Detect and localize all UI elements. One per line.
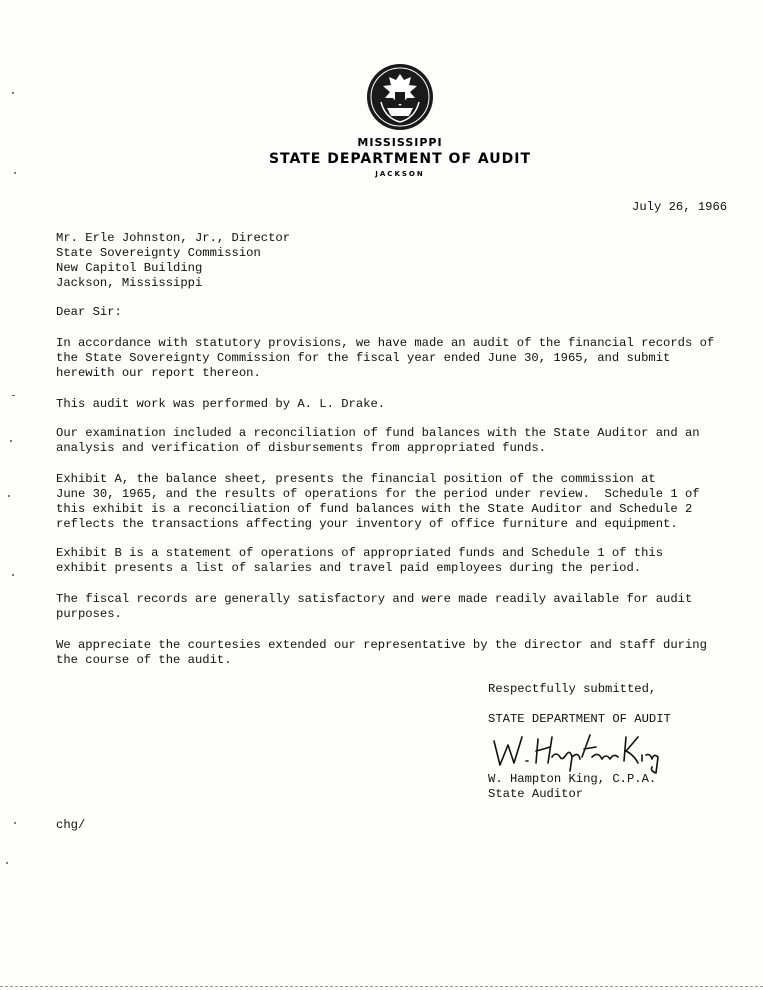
typist-initials: chg/ bbox=[56, 818, 86, 832]
paragraph-line: the course of the audit. bbox=[56, 653, 232, 667]
paragraph-line: purposes. bbox=[56, 607, 122, 621]
scan-speck bbox=[14, 822, 16, 824]
paragraph-line: Exhibit B is a statement of operations of appropriated funds and Schedule 1 of this bbox=[56, 546, 664, 560]
closing: Respectfully submitted, bbox=[488, 682, 657, 696]
salutation: Dear Sir: bbox=[56, 305, 122, 319]
letterhead-city: JACKSON bbox=[375, 170, 425, 178]
recipient-line: New Capitol Building bbox=[56, 261, 203, 275]
state-seal-eagle-icon bbox=[365, 62, 435, 132]
paragraph-line: the State Sovereignty Commission for the fiscal year ended June 30, 1965, and submit bbox=[56, 351, 671, 365]
paragraph-exhibit-a bbox=[56, 472, 700, 532]
paragraph-line: In accordance with statutory provisions, we have made an audit of the financial records of bbox=[56, 336, 715, 350]
scan-edge-line bbox=[0, 986, 763, 988]
paragraph-line: June 30, 1965, and the results of operations for the period under review. Schedule 1 of bbox=[56, 487, 700, 501]
recipient-line: Jackson, Mississippi bbox=[56, 276, 203, 290]
signature-department: STATE DEPARTMENT OF AUDIT bbox=[488, 712, 671, 726]
paragraph-line: We appreciate the courtesies extended our representative by the director and staff during bbox=[56, 638, 707, 652]
scan-speck bbox=[14, 172, 16, 174]
paragraph-examination bbox=[56, 426, 700, 456]
paragraph-appreciation bbox=[56, 638, 707, 668]
paragraph-line: Exhibit A, the balance sheet, presents the financial position of the commission at bbox=[56, 472, 656, 486]
paragraph-line: exhibit presents a list of salaries and travel paid employees during the period. bbox=[56, 561, 642, 575]
paragraph-line: This audit work was performed by A. L. Drake. bbox=[56, 397, 386, 411]
scan-speck bbox=[12, 395, 15, 396]
scan-speck bbox=[10, 440, 12, 442]
scan-speck bbox=[6, 862, 8, 864]
paragraph-audit-intro bbox=[56, 336, 714, 381]
scan-speck bbox=[8, 495, 10, 497]
paragraph-line: this exhibit is a reconciliation of fund balances with the State Auditor and Schedule 2 bbox=[56, 502, 693, 516]
paragraph-line: The fiscal records are generally satisfactory and were made readily available for audit bbox=[56, 592, 693, 606]
scan-speck bbox=[12, 92, 14, 94]
paragraph-fiscal-records bbox=[56, 592, 692, 622]
paragraph-line: herewith our report thereon. bbox=[56, 366, 261, 380]
signer-title: State Auditor bbox=[488, 787, 584, 801]
letterhead-department: STATE DEPARTMENT OF AUDIT bbox=[268, 151, 532, 167]
paragraph-line: Our examination included a reconciliation of fund balances with the State Auditor and an bbox=[56, 426, 700, 440]
letter-date: July 26, 1966 bbox=[632, 200, 728, 214]
signer-name: W. Hampton King, C.P.A. bbox=[488, 772, 657, 786]
paragraph-line: analysis and verification of disbursements from appropriated funds. bbox=[56, 441, 547, 455]
paragraph-performed-by bbox=[56, 397, 385, 412]
paragraph-line: reflects the transactions affecting your inventory of office furniture and equipment. bbox=[56, 517, 678, 531]
recipient-line: Mr. Erle Johnston, Jr., Director bbox=[56, 231, 291, 245]
recipient-line: State Sovereignty Commission bbox=[56, 246, 261, 260]
recipient-address bbox=[56, 231, 290, 291]
scan-speck bbox=[12, 574, 14, 576]
handwritten-signature bbox=[486, 727, 666, 775]
paragraph-exhibit-b bbox=[56, 546, 663, 576]
letterhead-state: MISSISSIPPI bbox=[357, 136, 443, 149]
